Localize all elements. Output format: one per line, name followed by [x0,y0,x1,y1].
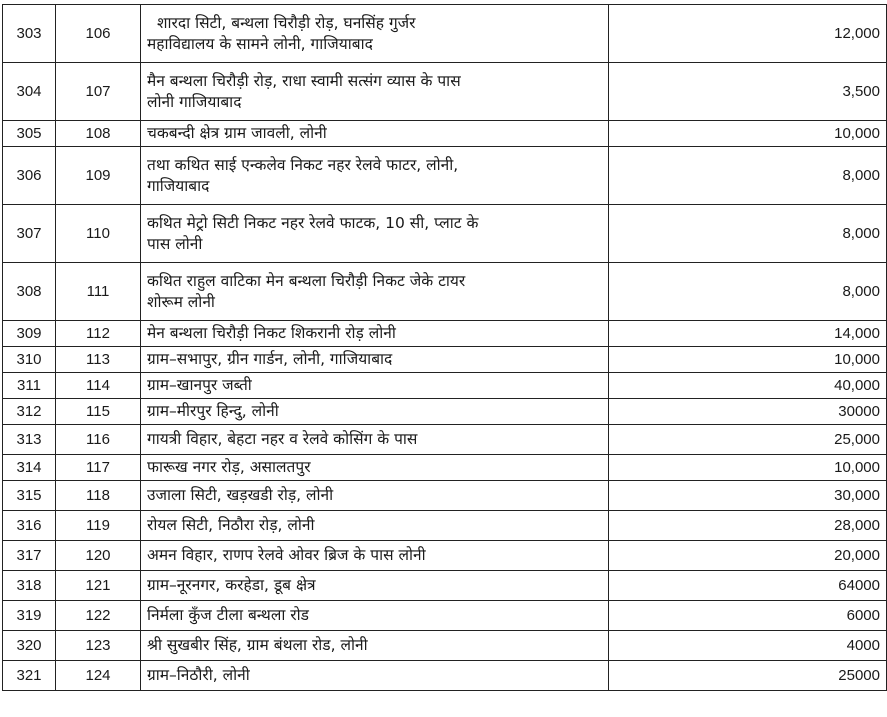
table-row [3,481,887,511]
rate-value-cell: 3,500 [609,63,887,121]
serial-number-cell: 317 [3,541,56,571]
table-row [3,661,887,691]
item-number-cell: 112 [56,321,141,347]
item-number-cell: 111 [56,263,141,321]
location-line-1: ग्राम–मीरपुर हिन्दु, लोनी [147,402,279,420]
table-row [3,263,887,321]
location-cell [141,321,609,347]
location-line-1: श्री सुखबीर सिंह, ग्राम बंथला रोड, लोनी [147,636,368,654]
serial-number-cell: 303 [3,5,56,63]
rate-value-cell: 10,000 [609,347,887,373]
location-cell [141,425,609,455]
table-row [3,399,887,425]
location-cell [141,455,609,481]
rate-value-cell: 8,000 [609,263,887,321]
serial-number-cell: 315 [3,481,56,511]
location-cell [141,511,609,541]
location-line-1: गायत्री विहार, बेहटा नहर व रेलवे कोसिंग के पास [147,430,418,448]
table-row [3,147,887,205]
item-number-cell: 119 [56,511,141,541]
table-row [3,63,887,121]
serial-number-cell: 313 [3,425,56,455]
table-row [3,631,887,661]
table-row [3,121,887,147]
location-cell [141,601,609,631]
rate-value-cell: 64000 [609,571,887,601]
item-number-cell: 108 [56,121,141,147]
table-row [3,541,887,571]
table-row [3,571,887,601]
location-line-1: फारूख नगर रोड़, असालतपुर [147,458,311,476]
rate-value-cell: 6000 [609,601,887,631]
location-line-1: निर्मला कुँज टीला बन्थला रोड [147,606,309,624]
location-cell [141,63,609,121]
table-row [3,425,887,455]
table-row [3,5,887,63]
serial-number-cell: 309 [3,321,56,347]
location-line-2: लोनी गाजियाबाद [147,92,242,111]
serial-number-cell: 305 [3,121,56,147]
serial-number-cell: 310 [3,347,56,373]
location-line-1: मैन बन्थला चिरौड़ी रोड़, राधा स्वामी सत्संग व्यास के पास [147,71,461,90]
rate-value-cell: 12,000 [609,5,887,63]
location-cell [141,347,609,373]
item-number-cell: 116 [56,425,141,455]
location-cell [141,263,609,321]
rate-value-cell: 4000 [609,631,887,661]
table-row [3,511,887,541]
location-cell [141,373,609,399]
rate-value-cell: 20,000 [609,541,887,571]
item-number-cell: 124 [56,661,141,691]
item-number-cell: 118 [56,481,141,511]
table-row [3,205,887,263]
serial-number-cell: 304 [3,63,56,121]
rate-value-cell: 30000 [609,399,887,425]
location-line-1: ग्राम–नूरनगर, करहेडा, डूब क्षेत्र [147,576,316,594]
location-cell [141,399,609,425]
rate-value-cell: 30,000 [609,481,887,511]
location-line-1: ग्राम–निठौरी, लोनी [147,666,250,684]
table-row [3,455,887,481]
circle-rate-table [2,4,887,691]
table-row [3,601,887,631]
serial-number-cell: 318 [3,571,56,601]
location-line-1: उजाला सिटी, खड़खडी रोड़, लोनी [147,486,334,504]
location-line-1: तथा कथित साई एन्कलेव निकट नहर रेलवे फाटर, लोनी, [147,155,459,174]
location-line-1: कथित मेट्रो सिटी निकट नहर रेलवे फाटक, 10 सी, प्लाट के [147,213,479,232]
serial-number-cell: 314 [3,455,56,481]
location-line-1: कथित राहुल वाटिका मेन बन्थला चिरौड़ी निकट जेके टायर [147,271,466,290]
location-cell [141,541,609,571]
location-cell [141,121,609,147]
serial-number-cell: 320 [3,631,56,661]
table-row [3,373,887,399]
serial-number-cell: 319 [3,601,56,631]
table-row [3,347,887,373]
location-cell [141,661,609,691]
item-number-cell: 106 [56,5,141,63]
rate-value-cell: 10,000 [609,455,887,481]
serial-number-cell: 311 [3,373,56,399]
item-number-cell: 115 [56,399,141,425]
location-line-1: अमन विहार, राणप रेलवे ओवर ब्रिज के पास लोनी [147,546,426,564]
location-line-1: रोयल सिटी, निठौरा रोड़, लोनी [147,516,315,534]
rate-value-cell: 25000 [609,661,887,691]
item-number-cell: 114 [56,373,141,399]
item-number-cell: 120 [56,541,141,571]
item-number-cell: 121 [56,571,141,601]
location-line-2: गाजियाबाद [147,176,210,195]
location-line-1: ग्राम–सभापुर, ग्रीन गार्डन, लोनी, गाजियाबाद [147,350,393,368]
rate-value-cell: 25,000 [609,425,887,455]
location-cell [141,205,609,263]
item-number-cell: 117 [56,455,141,481]
serial-number-cell: 308 [3,263,56,321]
location-cell [141,147,609,205]
location-line-1: ग्राम–खानपुर जब्ती [147,376,252,394]
rate-value-cell: 8,000 [609,205,887,263]
serial-number-cell: 307 [3,205,56,263]
rate-value-cell: 10,000 [609,121,887,147]
item-number-cell: 123 [56,631,141,661]
rate-value-cell: 40,000 [609,373,887,399]
location-cell [141,571,609,601]
rate-value-cell: 8,000 [609,147,887,205]
rate-value-cell: 14,000 [609,321,887,347]
serial-number-cell: 312 [3,399,56,425]
item-number-cell: 113 [56,347,141,373]
item-number-cell: 122 [56,601,141,631]
location-line-2: शोरूम लोनी [147,292,215,311]
location-line-2: महाविद्यालय के सामने लोनी, गाजियाबाद [147,34,373,53]
item-number-cell: 110 [56,205,141,263]
location-line-2: पास लोनी [147,234,203,253]
rate-value-cell: 28,000 [609,511,887,541]
location-cell [141,5,609,63]
location-cell [141,481,609,511]
serial-number-cell: 306 [3,147,56,205]
serial-number-cell: 316 [3,511,56,541]
serial-number-cell: 321 [3,661,56,691]
table-row [3,321,887,347]
location-line-1: शारदा सिटी, बन्थला चिरौड़ी रोड़, घनसिंह गुर्जर [157,13,416,32]
item-number-cell: 109 [56,147,141,205]
table-body [3,5,887,691]
location-line-1: मेन बन्थला चिरौड़ी निकट शिकरानी रोड़ लोनी [147,324,396,342]
location-cell [141,631,609,661]
location-line-1: चकबन्दी क्षेत्र ग्राम जावली, लोनी [147,124,327,142]
item-number-cell: 107 [56,63,141,121]
